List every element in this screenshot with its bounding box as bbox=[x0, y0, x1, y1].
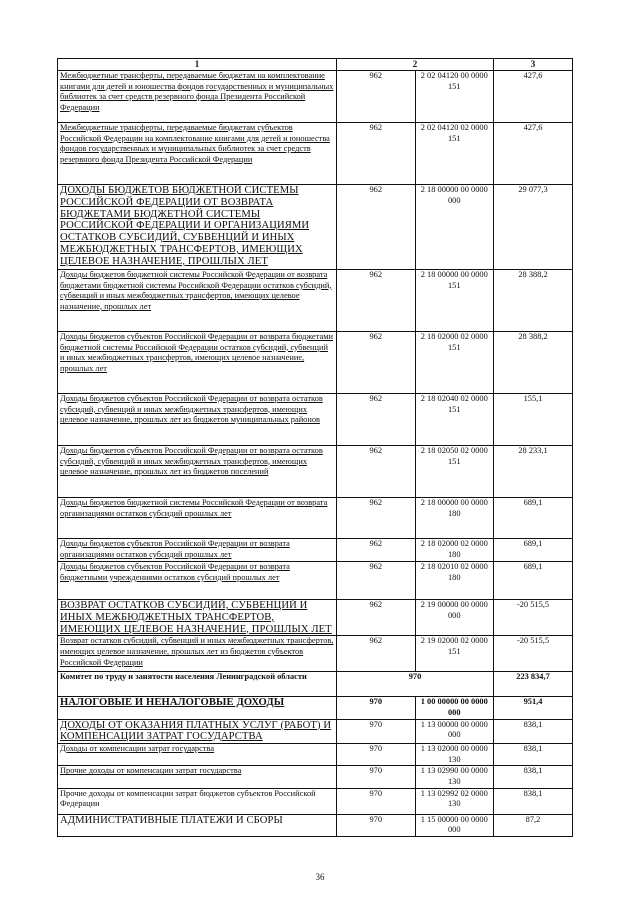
row-description: АДМИНИСТРАТИВНЫЕ ПЛАТЕЖИ И СБОРЫ bbox=[60, 814, 283, 826]
row-description: Межбюджетные трансферты, передаваемые бюджетам на комплектование книгами для детей и юношества фондов государственных и муниципальных библиотек за счет средств резервного фонда Президента Российской Федерации bbox=[60, 71, 334, 112]
row-description: Доходы бюджетов бюджетной системы Российской Федерации от возврата организациями остатков субсидий прошлых лет bbox=[60, 498, 328, 518]
row-admin-code: 962 bbox=[337, 394, 416, 446]
row-admin-code: 970 bbox=[337, 788, 416, 814]
row-description: ДОХОДЫ ОТ ОКАЗАНИЯ ПЛАТНЫХ УСЛУГ (РАБОТ) И КОМПЕНСАЦИИ ЗАТРАТ ГОСУДАРСТВА bbox=[60, 719, 332, 743]
revenue-table bbox=[57, 58, 573, 837]
row-admin-code: 962 bbox=[337, 539, 416, 562]
row-amount: -20 515,5 bbox=[494, 636, 573, 672]
row-budget-code: 2 18 02000 02 0000 180 bbox=[415, 539, 494, 562]
table-row bbox=[58, 636, 573, 672]
row-amount: 951,4 bbox=[494, 697, 573, 719]
table-row bbox=[58, 498, 573, 539]
revenue-table-container bbox=[57, 58, 573, 837]
row-admin-code: 962 bbox=[337, 332, 416, 394]
table-row bbox=[58, 71, 573, 123]
row-admin-code: 962 bbox=[337, 562, 416, 600]
row-admin-code: 970 bbox=[337, 744, 416, 766]
row-amount: 689,1 bbox=[494, 539, 573, 562]
row-amount: 838,1 bbox=[494, 766, 573, 788]
row-amount: 29 077,3 bbox=[494, 185, 573, 270]
row-admin-code: 970 bbox=[337, 719, 416, 744]
row-amount: 838,1 bbox=[494, 744, 573, 766]
row-admin-code: 962 bbox=[337, 71, 416, 123]
row-budget-code: 2 02 04120 02 0000 151 bbox=[415, 123, 494, 185]
row-description: Прочие доходы от компенсации затрат государства bbox=[60, 766, 242, 776]
table-row bbox=[58, 123, 573, 185]
row-description: Возврат остатков субсидий, субвенций и иных межбюджетных трансфертов, имеющих целевое назначение, прошлых лет из бюджетов субъектов Российской Федерации bbox=[60, 636, 334, 667]
row-description: Доходы бюджетов субъектов Российской Федерации от возврата бюджетами бюджетной системы Российской Федерации остатков субсидий, субвенций и иных межбюджетных трансфертов, имеющих целевое назначение, прошлых лет bbox=[60, 332, 334, 373]
row-amount: 838,1 bbox=[494, 788, 573, 814]
row-admin-code: 970 bbox=[337, 814, 416, 836]
row-admin-code: 962 bbox=[337, 446, 416, 498]
row-amount: 87,2 bbox=[494, 814, 573, 836]
row-amount: 28 388,2 bbox=[494, 332, 573, 394]
table-row bbox=[58, 562, 573, 600]
table-row bbox=[58, 719, 573, 744]
row-budget-code: 1 13 00000 00 0000 000 bbox=[415, 719, 494, 744]
row-description: Прочие доходы от компенсации затрат бюджетов субъектов Российской Федерации bbox=[60, 788, 316, 809]
header-col-2: 2 bbox=[337, 59, 494, 71]
row-budget-code: 2 18 02050 02 0000 151 bbox=[415, 446, 494, 498]
table-row bbox=[58, 788, 573, 814]
row-budget-code: 2 18 02000 02 0000 151 bbox=[415, 332, 494, 394]
row-budget-code: 2 18 00000 00 0000 151 bbox=[415, 270, 494, 332]
table-row bbox=[58, 446, 573, 498]
table-row bbox=[58, 332, 573, 394]
row-admin-code: 962 bbox=[337, 600, 416, 636]
row-admin-code: 962 bbox=[337, 270, 416, 332]
table-row bbox=[58, 394, 573, 446]
row-amount: 689,1 bbox=[494, 498, 573, 539]
table-row bbox=[58, 766, 573, 788]
row-amount: -20 515,5 bbox=[494, 600, 573, 636]
row-budget-code: 2 19 02000 02 0000 151 bbox=[415, 636, 494, 672]
table-row bbox=[58, 185, 573, 270]
row-amount: 155,1 bbox=[494, 394, 573, 446]
row-description: Доходы бюджетов бюджетной системы Российской Федерации от возврата бюджетами бюджетной системы Российской Федерации остатков субсидий, субвенций и иных межбюджетных трансфертов, имеющих целевое назначение, прошлых лет bbox=[60, 270, 332, 311]
row-budget-code: 2 18 00000 00 0000 000 bbox=[415, 185, 494, 270]
row-description: НАЛОГОВЫЕ И НЕНАЛОГОВЫЕ ДОХОДЫ bbox=[60, 697, 285, 709]
row-description: Межбюджетные трансферты, передаваемые бюджетам субъектов Российской Федерации на комплектование книгами для детей и юношества фондов государственных и муниципальных библиотек за счет средств резервного фонда Президента Российской Федерации bbox=[60, 123, 330, 164]
row-admin-code: 962 bbox=[337, 123, 416, 185]
row-description: ДОХОДЫ БЮДЖЕТОВ БЮДЖЕТНОЙ СИСТЕМЫ РОССИЙСКОЙ ФЕДЕРАЦИИ ОТ ВОЗВРАТА БЮДЖЕТАМИ БЮДЖЕТНОЙ СИСТЕМЫ РОССИЙСКОЙ ФЕДЕРАЦИИ И ОРГАНИЗАЦИЯМИ ОСТАТКОВ СУБСИДИЙ, СУБВЕНЦИЙ И ИНЫХ МЕЖБЮДЖЕТНЫХ ТРАНСФЕРТОВ, ИМЕЮЩИХ ЦЕЛЕВОЕ НАЗНАЧЕНИЕ, ПРОШЛЫХ ЛЕТ bbox=[60, 185, 310, 267]
row-budget-code: 2 18 00000 00 0000 180 bbox=[415, 498, 494, 539]
row-admin-code: 970 bbox=[337, 766, 416, 788]
row-budget-code: 1 13 02990 00 0000 130 bbox=[415, 766, 494, 788]
row-amount: 28 388,2 bbox=[494, 270, 573, 332]
row-admin-code: 970 bbox=[337, 697, 416, 719]
row-budget-code: 2 18 02010 02 0000 180 bbox=[415, 562, 494, 600]
row-admin-code: 962 bbox=[337, 185, 416, 270]
row-budget-code: 1 13 02992 02 0000 130 bbox=[415, 788, 494, 814]
row-admin-code: 962 bbox=[337, 498, 416, 539]
row-budget-code: 2 19 00000 00 0000 000 bbox=[415, 600, 494, 636]
row-budget-code: 2 02 04120 00 0000 151 bbox=[415, 71, 494, 123]
row-description: Комитет по труду и занятости населения Ленинградской области bbox=[60, 672, 307, 682]
row-description: Доходы бюджетов субъектов Российской Федерации от возврата остатков субсидий, субвенций и иных межбюджетных трансфертов, имеющих целевое назначение, прошлых лет из бюджетов поселений bbox=[60, 446, 323, 477]
table-row bbox=[58, 539, 573, 562]
row-amount: 427,6 bbox=[494, 71, 573, 123]
row-budget-code: 1 13 02000 00 0000 130 bbox=[415, 744, 494, 766]
table-row bbox=[58, 270, 573, 332]
row-amount: 28 233,1 bbox=[494, 446, 573, 498]
table-row bbox=[58, 672, 573, 697]
table-header-row bbox=[58, 59, 573, 71]
page-number: 36 bbox=[315, 872, 325, 882]
header-col-1: 1 bbox=[58, 59, 337, 71]
row-description: ВОЗВРАТ ОСТАТКОВ СУБСИДИЙ, СУБВЕНЦИЙ И ИНЫХ МЕЖБЮДЖЕТНЫХ ТРАНСФЕРТОВ, ИМЕЮЩИХ ЦЕЛЕВОЕ НАЗНАЧЕНИЕ, ПРОШЛЫХ ЛЕТ bbox=[60, 600, 332, 635]
row-amount: 689,1 bbox=[494, 562, 573, 600]
row-amount: 427,6 bbox=[494, 123, 573, 185]
row-description: Доходы бюджетов субъектов Российской Федерации от возврата остатков субсидий, субвенций и иных межбюджетных трансфертов, имеющих целевое назначение, прошлых лет из бюджетов муниципальных районов bbox=[60, 394, 323, 425]
row-budget-code: 1 00 00000 00 0000 000 bbox=[415, 697, 494, 719]
table-row bbox=[58, 814, 573, 836]
row-budget-code: 1 15 00000 00 0000 000 bbox=[415, 814, 494, 836]
row-admin-code: 962 bbox=[337, 636, 416, 672]
row-description: Доходы бюджетов субъектов Российской Федерации от возврата бюджетными учреждениями остатков субсидий прошлых лет bbox=[60, 562, 290, 582]
row-amount: 223 834,7 bbox=[494, 672, 573, 697]
row-budget-code: 970 bbox=[337, 672, 494, 697]
row-budget-code: 2 18 02040 02 0000 151 bbox=[415, 394, 494, 446]
table-row bbox=[58, 600, 573, 636]
table-row bbox=[58, 744, 573, 766]
row-description: Доходы бюджетов субъектов Российской Федерации от возврата организациями остатков субсидий прошлых лет bbox=[60, 539, 290, 559]
row-amount: 838,1 bbox=[494, 719, 573, 744]
row-description: Доходы от компенсации затрат государства bbox=[60, 744, 215, 754]
table-row bbox=[58, 697, 573, 719]
header-col-3: 3 bbox=[494, 59, 573, 71]
